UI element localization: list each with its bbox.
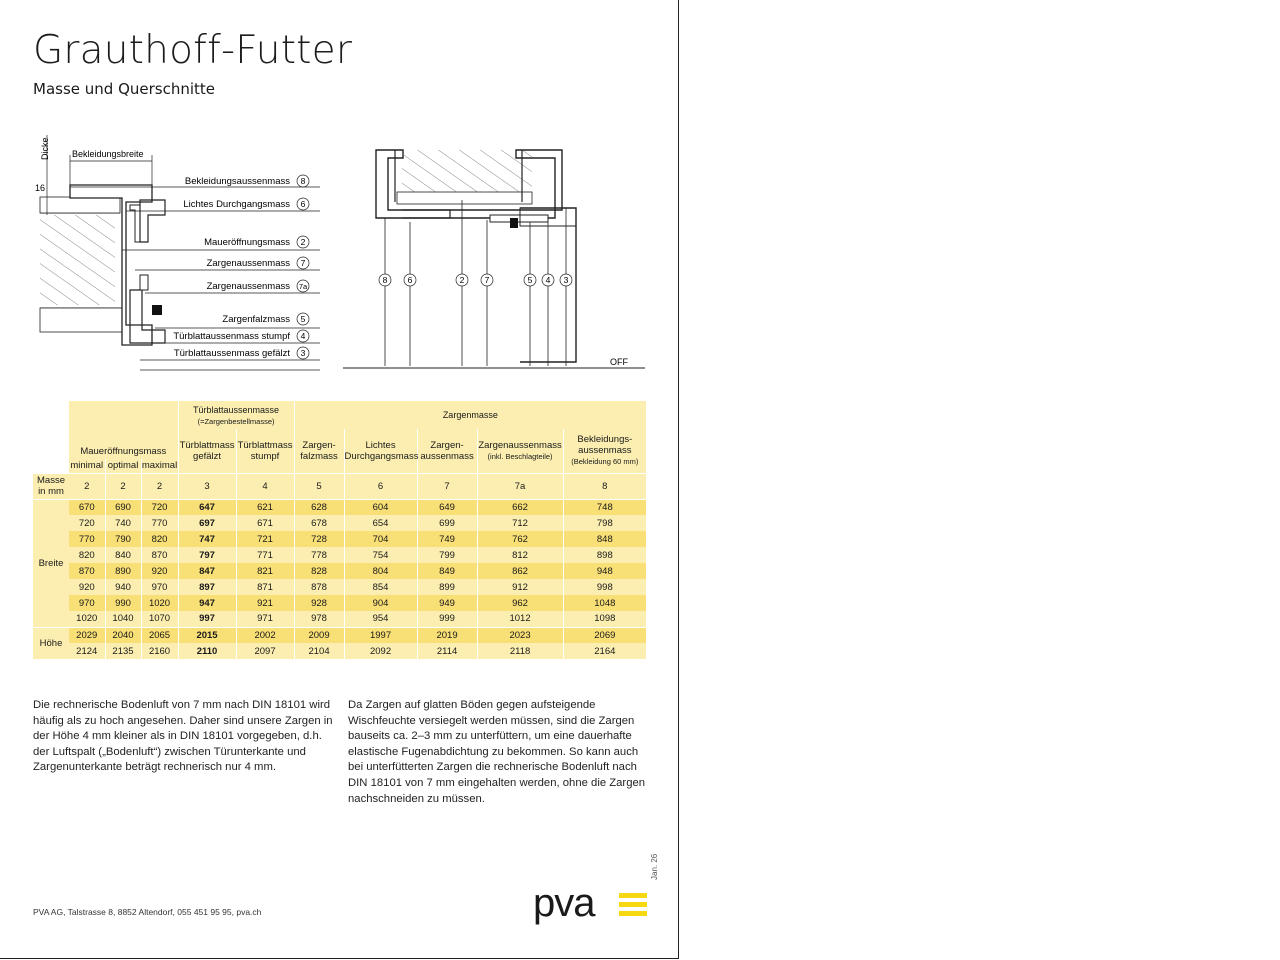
table-cell: 604 <box>344 499 417 515</box>
table-cell: 1020 <box>69 611 105 627</box>
header-tuerblatt: Türblattaussenmasse (=Zargenbestellmasse) <box>178 401 294 429</box>
table-cell: 2164 <box>563 643 646 659</box>
table-cell: 2023 <box>477 627 563 643</box>
table-cell: 2135 <box>105 643 141 659</box>
table-cell: 870 <box>141 547 178 563</box>
date-label: Jan. 26 <box>650 853 659 880</box>
table-row-colnums: Masse in mm 2 2 2 3 4 5 6 7 7a 8 <box>33 473 646 499</box>
table-cell: 2019 <box>417 627 477 643</box>
table-cell: 912 <box>477 579 563 595</box>
table-cell: 762 <box>477 531 563 547</box>
table-cell: 2110 <box>178 643 236 659</box>
table-cell: 2118 <box>477 643 563 659</box>
header-maximal: maximal <box>141 460 178 472</box>
table-cell: 720 <box>141 499 178 515</box>
label-bekleidungsaussenmass: Bekleidungsaussenmass <box>184 176 290 187</box>
table-cell: 904 <box>344 595 417 611</box>
table-cell: 799 <box>417 547 477 563</box>
bekleidungsbreite-label: Bekleidungsbreite <box>72 149 144 159</box>
masse-label: Masse in mm <box>33 473 69 499</box>
table-cell: 871 <box>236 579 294 595</box>
table-cell: 821 <box>236 563 294 579</box>
pva-logo <box>533 886 649 935</box>
header-zargenmasse: Zargenmasse <box>294 401 646 429</box>
marker-8: 8 <box>382 275 388 285</box>
table-cell: 2040 <box>105 627 141 643</box>
header-lichtes: Lichtes Durchgangsmass <box>344 429 417 473</box>
table-cell: 628 <box>294 499 344 515</box>
table-cell: 940 <box>105 579 141 595</box>
table-cell: 748 <box>563 499 646 515</box>
num-7a: 7a <box>298 282 308 291</box>
elevation-diagram <box>340 140 650 372</box>
logo-bar <box>619 902 647 907</box>
table-cell: 840 <box>105 547 141 563</box>
table-cell: 778 <box>294 547 344 563</box>
table-cell: 978 <box>294 611 344 627</box>
logo-bar <box>619 911 647 916</box>
table-cell: 928 <box>294 595 344 611</box>
table-cell: 1020 <box>141 595 178 611</box>
num-4: 4 <box>300 331 306 341</box>
label-maueroeffnungsmass: Maueröffnungsmass <box>204 237 290 248</box>
table-cell: 1997 <box>344 627 417 643</box>
hoehe-rows <box>33 627 646 659</box>
table-cell: 804 <box>344 563 417 579</box>
table-cell: 862 <box>477 563 563 579</box>
table-cell: 690 <box>105 499 141 515</box>
logo-text: pva <box>533 886 595 925</box>
table-cell: 2015 <box>178 627 236 643</box>
hoehe-label: Höhe <box>33 627 69 659</box>
footer-address: PVA AG, Talstrasse 8, 8852 Altendorf, 055 451 95 95, pva.ch <box>33 907 262 917</box>
header-stumpf: Türblattmass stumpf <box>236 429 294 473</box>
table-cell: 921 <box>236 595 294 611</box>
table-cell: 997 <box>178 611 236 627</box>
label-tuerblattaussenmass-gefaelzt: Türblattaussenmass gefälzt <box>173 348 290 359</box>
table-cell: 670 <box>69 499 105 515</box>
num-6: 6 <box>300 199 306 209</box>
table-row <box>33 595 646 611</box>
cross-section-diagram <box>30 125 320 375</box>
table-row <box>33 579 646 595</box>
table-cell: 962 <box>477 595 563 611</box>
table-cell: 954 <box>344 611 417 627</box>
label-tuerblattaussenmass-stumpf: Türblattaussenmass stumpf <box>173 331 290 342</box>
table-cell: 721 <box>236 531 294 547</box>
sixteen-label: 16 <box>35 183 46 193</box>
dimension-table <box>33 401 646 659</box>
table-cell: 899 <box>417 579 477 595</box>
table-cell: 878 <box>294 579 344 595</box>
table-cell: 771 <box>236 547 294 563</box>
table-cell: 797 <box>178 547 236 563</box>
marker-4: 4 <box>545 275 551 285</box>
header-gefalzt: Türblattmass gefälzt <box>178 429 236 473</box>
table-cell: 849 <box>417 563 477 579</box>
table-row <box>33 627 646 643</box>
table-cell: 720 <box>69 515 105 531</box>
table-cell: 770 <box>141 515 178 531</box>
table-row <box>33 531 646 547</box>
table-cell: 2114 <box>417 643 477 659</box>
off-label: OFF <box>610 357 628 367</box>
table-cell: 1048 <box>563 595 646 611</box>
table-cell: 812 <box>477 547 563 563</box>
table-cell: 2065 <box>141 627 178 643</box>
table-cell: 647 <box>178 499 236 515</box>
table-cell: 2160 <box>141 643 178 659</box>
dimension-table-wrapper <box>33 401 646 659</box>
table-cell: 920 <box>141 563 178 579</box>
table-cell: 948 <box>563 563 646 579</box>
table-cell: 847 <box>178 563 236 579</box>
num-8: 8 <box>300 176 306 186</box>
table-cell: 2124 <box>69 643 105 659</box>
dicke-label: Dicke <box>40 137 50 160</box>
table-cell: 970 <box>69 595 105 611</box>
table-cell: 1070 <box>141 611 178 627</box>
table-cell: 654 <box>344 515 417 531</box>
table-cell: 820 <box>141 531 178 547</box>
table-cell: 728 <box>294 531 344 547</box>
paragraph-unterfuettern: Da Zargen auf glatten Böden gegen aufsteigende Wischfeuchte versiegelt werden müssen, sind die Zargen bauseits ca. 2–3 mm zu unterfüttern, um eine dauerhafte elastische Fugenabdichtung zu bekommen. So kann auch bei unterfütterten Zargen die rechnerische Bodenluft nach DIN 18101 von 7 mm eingehalten werden, ohne die Zargen nachschneiden zu müssen. <box>348 699 646 805</box>
table-cell: 828 <box>294 563 344 579</box>
table-cell: 920 <box>69 579 105 595</box>
table-cell: 890 <box>105 563 141 579</box>
table-cell: 697 <box>178 515 236 531</box>
page-subtitle: Masse und Querschnitte <box>33 80 216 98</box>
table-row <box>33 563 646 579</box>
table-cell: 1040 <box>105 611 141 627</box>
table-cell: 747 <box>178 531 236 547</box>
table-cell: 678 <box>294 515 344 531</box>
table-cell: 798 <box>563 515 646 531</box>
marker-7: 7 <box>484 275 490 285</box>
label-zargenfalzmass: Zargenfalzmass <box>222 314 290 325</box>
table-cell: 2009 <box>294 627 344 643</box>
label-zargenaussenmass-7a: Zargenaussenmass <box>206 281 290 292</box>
marker-3: 3 <box>563 275 569 285</box>
table-cell: 2092 <box>344 643 417 659</box>
table-row <box>33 515 646 531</box>
table-cell: 971 <box>236 611 294 627</box>
breite-label: Breite <box>33 499 69 627</box>
table-cell: 740 <box>105 515 141 531</box>
table-cell: 712 <box>477 515 563 531</box>
marker-5: 5 <box>527 275 533 285</box>
breite-rows <box>33 499 646 627</box>
table-cell: 898 <box>563 547 646 563</box>
table-cell: 949 <box>417 595 477 611</box>
table-cell: 770 <box>69 531 105 547</box>
marker-6: 6 <box>407 275 413 285</box>
table-row <box>33 547 646 563</box>
num-2: 2 <box>300 237 306 247</box>
table-cell: 2002 <box>236 627 294 643</box>
table-cell: 2069 <box>563 627 646 643</box>
table-cell: 662 <box>477 499 563 515</box>
table-cell: 870 <box>69 563 105 579</box>
header-minimal: minimal <box>70 460 104 472</box>
num-3: 3 <box>300 348 306 358</box>
table-cell: 671 <box>236 515 294 531</box>
table-cell: 947 <box>178 595 236 611</box>
table-cell: 820 <box>69 547 105 563</box>
table-row <box>33 611 646 627</box>
num-7: 7 <box>300 258 306 268</box>
num-5: 5 <box>300 314 306 324</box>
logo-bar <box>619 893 647 898</box>
table-cell: 621 <box>236 499 294 515</box>
table-cell: 649 <box>417 499 477 515</box>
table-cell: 848 <box>563 531 646 547</box>
table-cell: 1098 <box>563 611 646 627</box>
table-cell: 990 <box>105 595 141 611</box>
table-row <box>33 499 646 515</box>
paragraph-bodenluft: Die rechnerische Bodenluft von 7 mm nach DIN 18101 wird häufig als zu hoch angesehen. Daher sind unsere Zargen in der Höhe 4 mm kleiner als in DIN 18101 vorgegeben, d.h. der Luftspalt („Bodenluft“) zwischen Türunterkante und Zargenunterkante beträgt rechnerisch nur 4 mm. <box>33 699 333 774</box>
table-cell: 897 <box>178 579 236 595</box>
label-lichtes-durchgangsmass: Lichtes Durchgangsmass <box>183 199 290 210</box>
table-cell: 998 <box>563 579 646 595</box>
table-row <box>33 643 646 659</box>
table-cell: 970 <box>141 579 178 595</box>
header-maueroeffnung: Maueröffnungsmass <box>69 429 178 459</box>
table-cell: 749 <box>417 531 477 547</box>
table-cell: 2104 <box>294 643 344 659</box>
page-title: Grauthoff-Futter <box>33 28 353 73</box>
table-cell: 704 <box>344 531 417 547</box>
header-bekleidung: Bekleidungs- aussenmass (Bekleidung 60 mm) <box>563 429 646 473</box>
table-cell: 754 <box>344 547 417 563</box>
label-zargenaussenmass: Zargenaussenmass <box>206 258 290 269</box>
table-cell: 1012 <box>477 611 563 627</box>
header-falzmass: Zargen- falzmass <box>294 429 344 473</box>
table-cell: 699 <box>417 515 477 531</box>
table-cell: 2029 <box>69 627 105 643</box>
marker-2: 2 <box>459 275 465 285</box>
table-cell: 999 <box>417 611 477 627</box>
table-cell: 790 <box>105 531 141 547</box>
header-zaussen: Zargen- aussenmass <box>417 429 477 473</box>
table-cell: 2097 <box>236 643 294 659</box>
header-optimal: optimal <box>105 459 141 473</box>
header-zaussen-7a: Zargenaussenmass (inkl. Beschlagteile) <box>477 429 563 473</box>
table-cell: 854 <box>344 579 417 595</box>
